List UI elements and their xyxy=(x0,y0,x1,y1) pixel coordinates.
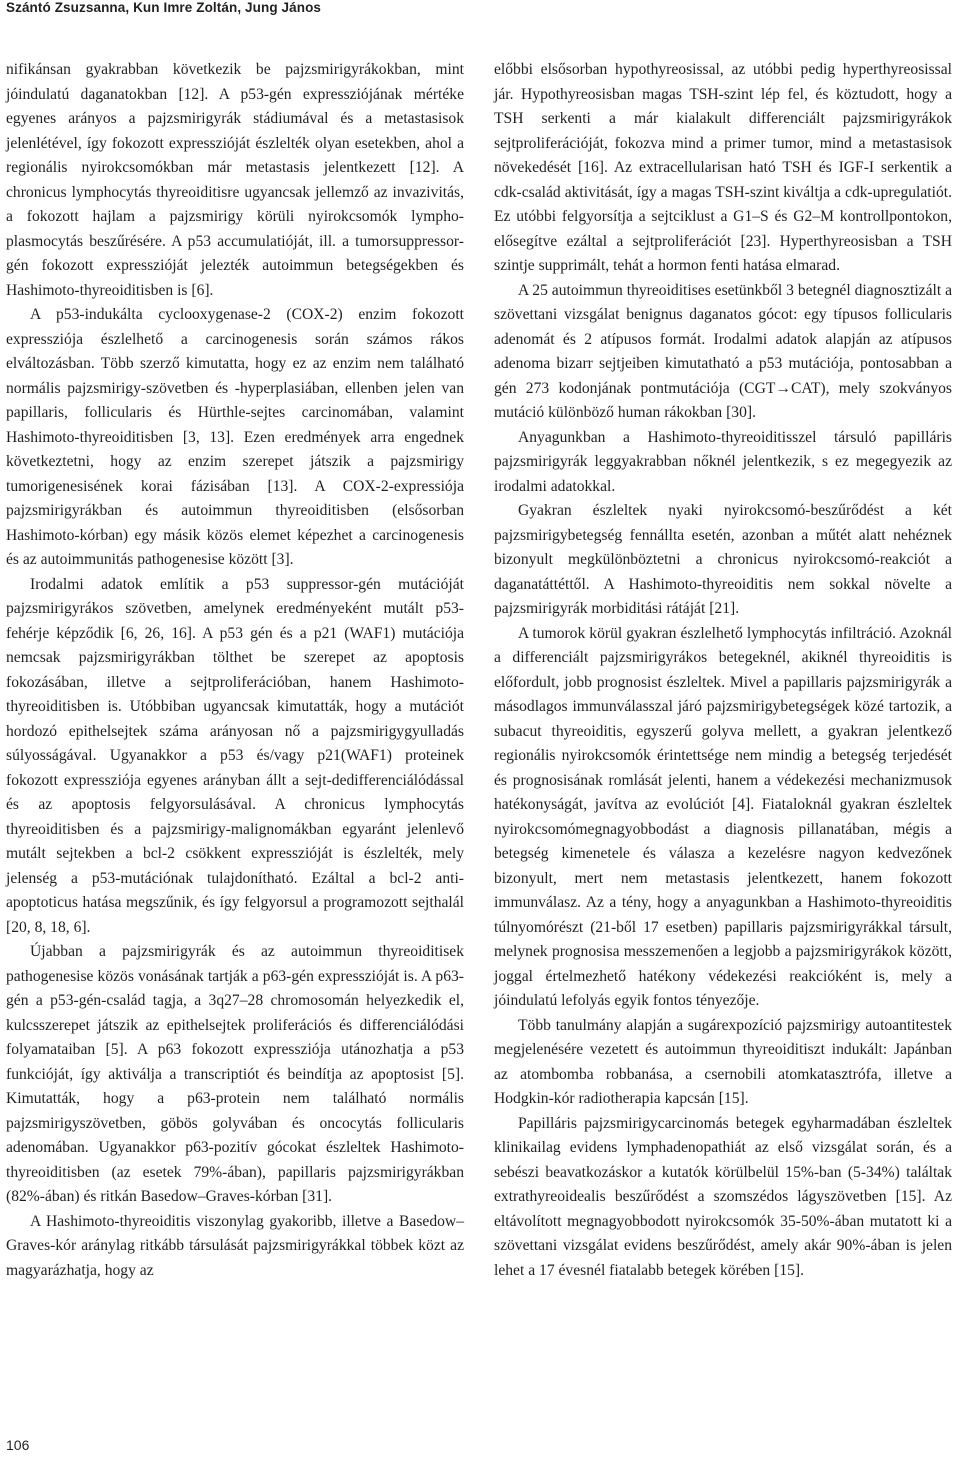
left-column xyxy=(6,58,464,1283)
left-paragraph-4: Újabban a pajzsmirigyrák és az autoimmun thyreoiditisek pathogenesise közös vonásának tartják a p63-gén expresszióját is. A p63-gén a p53-gén-család tagja, a 3q27–28 chromosomán helyezkedik el, kulcsszerepet játszik az epithelsejtek proliferációs és differenciálódási folyamataiban [5]. A p63 fokozott expressziója utánozhatja a p53 funkcióját, így aktiválja a transcriptiót és beindítja az apoptosist [5]. Kimutatták, hogy a p63-protein nem található normális pajzsmirigyszövetben, göbös golyvában és oncocytás follicularis adenomában. Ugyanakkor p63-pozitív gócokat észleltek Hashimoto-thyreoiditisben (az esetek 79%-ában), papillaris pajzsmirigyrákban (82%-ában) és ritkán Basedow–Graves-kórban [31]. xyxy=(6,943,464,1205)
left-paragraph-5: A Hashimoto-thyreoiditis viszonylag gyakoribb, illetve a Basedow–Graves-kór aránylag ritkább társulását pajzsmirigyrákkal többek közt az magyarázhatja, hogy az xyxy=(6,1212,464,1279)
left-paragraph-2: A p53-indukálta cyclooxygenase-2 (COX-2) enzim fokozott expressziója észlelhető a carcinogenesis során számos rákos elváltozásban. Több szerző kimutatta, hogy ez az enzim nem található normális pajzsmirigy-szövetben és -hyperplasiában, ellenben jelen van papillaris, follicularis és Hürthle-sejtes carcinomában, valamint Hashimoto-thyreoiditisben [3, 13]. Ezen eredmények arra engednek következtetni, hogy az enzim szerepet játszik a pajzsmirigy tumorigenesisének korai fázisában [13]. A COX-2-expressiója pajzsmirigyrákban és autoimmun thyreoiditisben (elsősorban Hashimoto-kórban) egy másik közös elemet képezhet a carcinogenesis és az autoimmunitás pathogenesise között [3]. xyxy=(6,306,464,568)
right-paragraph-1: előbbi elsősorban hypothyreosissal, az utóbbi pedig hyperthyreosissal jár. Hypothyreosisban magas TSH-szint lép fel, és köztudott, hogy a TSH serkenti a már kialakult differenciált pajzsmirigyrákok sejtproliferációját, fokozva mind a primer tumor, mind a metastasisok növekedését [16]. Az extracellularisan ható TSH és IGF-I serkentik a cdk-család aktivitását, így a magas TSH-szint kiváltja a cdk-upregulatiót. Ez utóbbi felgyorsítja a sejtciklust a G1–S és G2–M kontrollpontokon, elősegítve ezáltal a sejtproliferációt [23]. Hyperthyreosisban a TSH szintje supprimált, tehát a hormon fenti hatása elmarad. xyxy=(494,61,952,274)
right-paragraph-6: Több tanulmány alapján a sugárexpozíció pajzsmirigy autoantitestek megjelenésére vezetett és autoimmun thyreoiditiszt indukált: Japánban az atombomba robbanása, a csernobili atomkatasztrófa, illetve a Hodgkin-kór radiotherapia kapcsán [15]. xyxy=(494,1016,952,1107)
left-paragraph-3: Irodalmi adatok említik a p53 suppressor-gén mutációját pajzsmirigyrákos szövetben, amelynek eredményeként mutált p53-fehérje képződik [6, 26, 16]. A p53 gén és a p21 (WAF1) mutációja nemcsak pajzsmirigyrákban tölthet be szerepet az apoptosis fokozásában, illetve a sejtproliferációban, hanem Hashimoto-thyreoiditisben is. Utóbbiban ugyancsak kimutatták, hogy a mutációt hordozó epithelsejtek száma arányosan nő a pajzsmirigygyulladás súlyosságával. Ugyanakkor a p53 és/vagy p21(WAF1) proteinek fokozott expressziója egyenes arányban állt a sejt-dedifferenciálódással és az apoptosis felgyorsulásával. A chronicus lymphocytás thyreoiditisben és a pajzsmirigy-malignomákban egyaránt jelenlevő mutált sejtekben a bcl-2 csökkent expresszióját is észlelték, mely jelenség a p53-mutációnak tulajdonítható. Ezáltal a bcl-2 anti-apoptoticus hatása megszűnik, és így felgyorsul a programozott sejthalál [20, 8, 18, 6]. xyxy=(6,575,464,936)
right-paragraph-5: A tumorok körül gyakran észlelhető lymphocytás infiltráció. Azoknál a differenciált pajzsmirigyrákos betegeknél, akiknél thyreoiditis is előfordult, jobb prognosist észleltek. Mivel a papillaris pajzsmirigyrák a másodlagos immunválasszal járó pajzsmirigybetegségek közé tartozik, a subacut thyreoiditis, egyszerű golyva mellett, a gyakran jelentkező regionális nyirokcsomók érintettsége nem mindig a betegség terjedését és prognosisának romlását jelenti, hanem a védekezési mechanizmusok hatékonyságát, javítva az evolúciót [4]. Fiataloknál gyakran észleltek nyirokcsomómegnagyobbodást a diagnosis pillanatában, mégis a betegség kimenetele és válasza a kezelésre nagyon kedvezőnek bizonyult, mert nem metastasis jelentkezett, hanem fokozott immunválasz. Az a tény, hogy a anyagunkban a Hashimoto-thyreoiditis túlnyomórészt (21-ből 17 esetben) papillaris pajzsmirigyrákkal társult, melynek prognosisa messzemenően a legjobb a pajzsmirigyrákok között, joggal értelmezhető hatékony védekezési reakcióként is, mely a jóindulatú lefolyás egyik fontos tényezője. xyxy=(494,624,952,1009)
right-paragraph-7: Papilláris pajzsmirigycarcinomás betegek egyharmadában észleltek klinikailag evidens lymphadenopathiát az első vizsgálat során, és a sebészi beavatkozáskor a kutatók körülbelül 15%-ban (5-34%) találtak extrathyreoidealis beszűrődést a szomszédos lágyszövetben [15]. Az eltávolított megnagyobbodott nyirokcsomók 35-50%-ában mutatott ki a szövettani vizsgálat evidens beszűrődést, amely akár 90%-ában is jelen lehet a 17 évesnél fiatalabb betegek körében [15]. xyxy=(494,1114,952,1279)
right-paragraph-3: Anyagunkban a Hashimoto-thyreoiditisszel társuló papilláris pajzsmirigyrák leggyakrabban nőknél jelentkezik, s ez megegyezik az irodalmi adatokkal. xyxy=(494,428,952,495)
running-head-authors: Szántó Zsuzsanna, Kun Imre Zoltán, Jung János xyxy=(6,0,322,15)
right-column xyxy=(494,58,952,1283)
left-paragraph-1: nifikánsan gyakrabban következik be pajzsmirigyrákokban, mint jóindulatú daganatokban [12]. A p53-gén expressziójának mértéke egyenes arányos a pajzsmirigyrák stádiumával és a metastasisok jelenlétével, így fokozott expresszióját észlelték olyan esetekben, ahol a regionális nyirokcsomókban már metastasis jelentkezett [12]. A chronicus lymphocytás thyreoiditisre ugyancsak jellemző az invazivitás, a fokozott hajlam a pajzsmirigy körüli nyirokcsomók lympho-plasmocytás beszűrésére. A p53 accumulatióját, ill. a tumorsuppressor-gén fokozott expresszióját jelezték autoimmun betegségekben és Hashimoto-thyreoiditisben is [6]. xyxy=(6,61,464,299)
right-paragraph-2: A 25 autoimmun thyreoiditises esetünkből 3 betegnél diagnosztizált a szövettani vizsgálat benignus daganatos gócot: egy típusos follicularis adenomát és 2 atípusos formát. Irodalmi adatok alapján az atípusos adenoma bizarr sejtjeiben kimutatható a p53 mutációja, pontosabban a gén 273 kodonjának pontmutációja (CGT→CAT), mely szokványos mutáció különböző human rákokban [30]. xyxy=(494,281,952,421)
right-paragraph-4: Gyakran észleltek nyaki nyirokcsomó-beszűrődést a két pajzsmirigybetegség fennállta esetén, azonban a műtét alatt nehéznek bizonyult megkülönböztetni a chronicus nyirokcsomó-reakciót a daganatáttéttől. A Hashimoto-thyreoiditis nem sokkal növelte a pajzsmirigyrák morbiditási rátáját [21]. xyxy=(494,502,952,617)
page-number: 106 xyxy=(6,1437,30,1453)
